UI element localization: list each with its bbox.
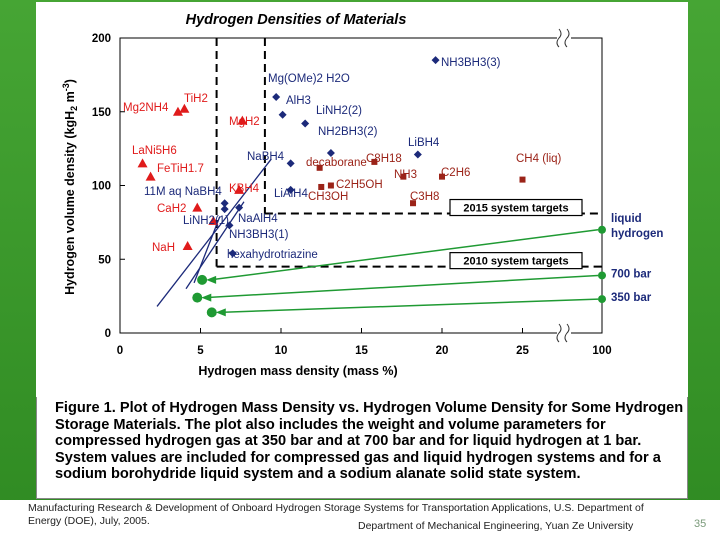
hydrogen-density-chart	[36, 2, 688, 397]
x-tick-label: 5	[197, 345, 204, 357]
circle-point	[197, 275, 207, 285]
circle-point	[207, 307, 217, 317]
point-label: C2H5OH	[336, 179, 383, 191]
point-label: LiNH2(1)	[183, 215, 230, 227]
x-tick-label: 10	[274, 345, 288, 357]
chart-background	[36, 2, 688, 397]
side-label-liquid: liquid	[611, 212, 642, 225]
y-tick-label: 100	[91, 180, 111, 193]
point-label: NaH	[152, 242, 176, 254]
point-label: NH3BH3(3)	[441, 57, 501, 69]
x-axis-label: Hydrogen mass density (mass %)	[198, 364, 398, 378]
point-label: C2H6	[441, 167, 471, 179]
y-tick-label: 0	[104, 328, 111, 340]
square-point	[328, 183, 334, 189]
y-tick-label: 150	[91, 106, 111, 119]
point-label: NH2BH3(2)	[318, 126, 378, 138]
x-tick-label: 15	[355, 345, 368, 357]
point-label: decaborane	[306, 157, 367, 169]
point-label: hexahydrotriazine	[227, 249, 318, 261]
chart-title: Hydrogen Densities of Materials	[185, 12, 407, 28]
point-label: NaBH4	[247, 151, 285, 163]
point-label: NH3	[394, 169, 418, 181]
point-label: C8H18	[366, 153, 402, 165]
x-tick-label: 25	[516, 345, 529, 357]
caption-label: Figure 1.	[55, 400, 116, 416]
point-label: LiNH2(2)	[316, 105, 363, 117]
point-label: NaAlH4	[238, 213, 278, 225]
x-tick-label: 0	[116, 345, 124, 357]
side-label-hydrogen: hydrogen	[611, 227, 664, 240]
point-label: Mg2NH4	[123, 102, 169, 114]
target-label: 2010 system targets	[463, 255, 569, 268]
y-tick-label: 50	[98, 254, 111, 267]
y-axis-label: Hydrogen volume density (kgH$_2$ $m^{-3}$)	[61, 79, 79, 295]
square-point	[520, 177, 526, 183]
circle-point	[598, 271, 606, 279]
point-label: 11M aq NaBH4	[144, 186, 222, 198]
side-label-350bar: 350 bar	[611, 292, 652, 305]
y-tick-label: 200	[91, 33, 111, 45]
point-label: KBH4	[229, 183, 260, 195]
x-tick-label: 100	[592, 345, 612, 357]
circle-point	[598, 295, 606, 303]
x-tick-label: 20	[435, 345, 449, 357]
point-label: CaH2	[157, 203, 187, 215]
point-label: NH3BH3(1)	[229, 229, 289, 241]
figure-caption	[55, 400, 685, 483]
point-label: C3H8	[410, 191, 440, 203]
point-label: LiBH4	[408, 137, 440, 149]
square-point	[318, 184, 324, 190]
point-label: CH3OH	[308, 191, 349, 203]
point-label: LiAlH4	[274, 188, 308, 200]
point-label: LaNi5H6	[132, 145, 177, 157]
caption-text: Plot of Hydrogen Mass Density vs. Hydrogen Volume Density for Some Hydrogen Storage Materials. The plot also includes the weight and volume parameters for compressed hydrogen gas at 350 bar and at 700 bar and for liquid hydrogen at 1 bar. System values are included for compressed gas and liquid hydrogen systems and for a sodium borohydride liquid system and a sodium alanate solid state system.	[55, 400, 684, 482]
y-axis-label-group	[61, 79, 79, 295]
point-label: MgH2	[229, 116, 260, 128]
circle-point	[598, 226, 606, 234]
page-number: 35	[694, 518, 707, 530]
point-label: AlH3	[286, 95, 311, 107]
target-label: 2015 system targets	[463, 202, 569, 215]
department-footer: Department of Mechanical Engineering, Yuan Ze University	[358, 520, 634, 532]
point-label: FeTiH1.7	[157, 163, 204, 175]
point-label: Mg(OMe)2 H2O	[268, 73, 350, 85]
side-label-700bar: 700 bar	[611, 268, 652, 281]
point-label: CH4 (liq)	[516, 153, 562, 165]
circle-point	[192, 293, 202, 303]
point-label: TiH2	[184, 93, 208, 105]
source-note: Manufacturing Research & Development of Onboard Hydrogen Storage Systems for Transportation Applications, U.S. Department of Energy (DOE), July, 2005.	[28, 502, 644, 527]
